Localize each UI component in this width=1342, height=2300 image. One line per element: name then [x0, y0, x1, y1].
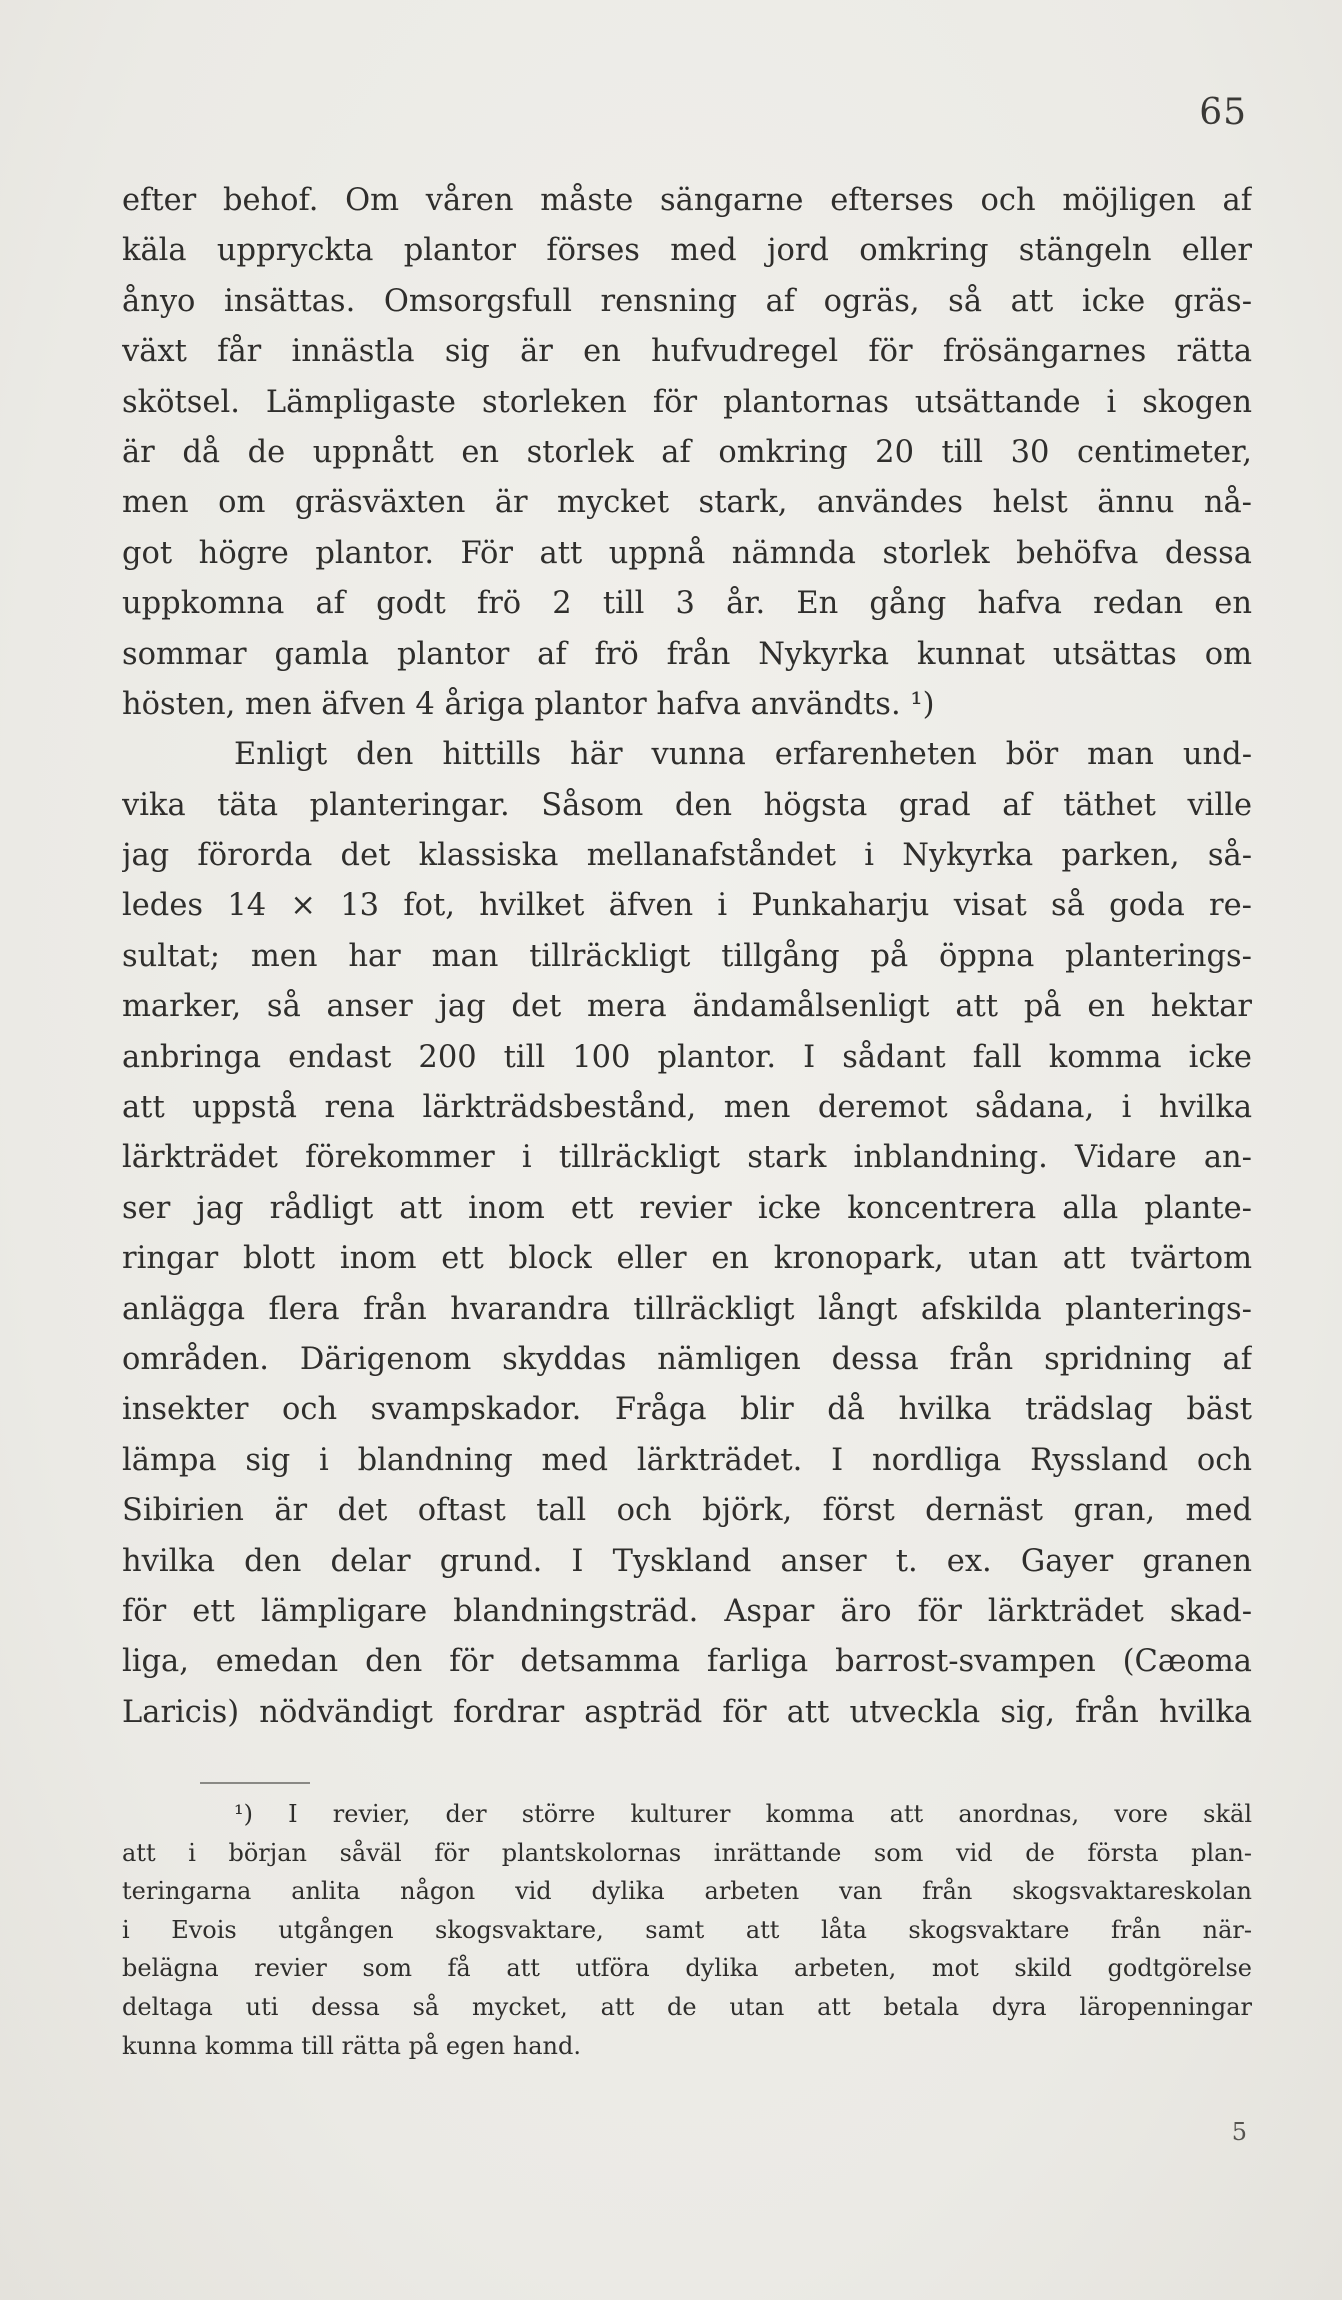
- text-line: liga, emedan den för detsamma farliga barrost-svampen (Cæoma: [122, 1644, 1252, 1680]
- text-line: vika täta planteringar. Såsom den högsta grad af täthet ville: [122, 787, 1252, 823]
- text-line: men om gräsväxten är mycket stark, användes helst ännu nå-: [122, 485, 1252, 521]
- footnote-line: i Evois utgången skogsvaktare, samt att låta skogsvaktare från när-: [122, 1915, 1252, 1944]
- text-line: insekter och svampskador. Fråga blir då hvilka trädslag bäst: [122, 1392, 1252, 1428]
- footnote-line: att i början såväl för plantskolornas inrättande som vid de första plan-: [122, 1838, 1252, 1867]
- text-line: anlägga flera från hvarandra tillräckligt långt afskilda planterings-: [122, 1291, 1252, 1327]
- text-line: Laricis) nödvändigt fordrar aspträd för att utveckla sig, från hvilka: [122, 1694, 1252, 1730]
- footnote-line: belägna revier som få att utföra dylika arbeten, mot skild godtgörelse: [122, 1954, 1252, 1983]
- text-line: marker, så anser jag det mera ändamålsenligt att på en hektar: [122, 989, 1252, 1025]
- signature-mark: 5: [1231, 2118, 1247, 2146]
- footnote-line: teringarna anlita någon vid dylika arbeten van från skogsvaktareskolan: [122, 1877, 1252, 1906]
- text-line: lärkträdet förekommer i tillräckligt stark inblandning. Vidare an-: [122, 1140, 1252, 1176]
- text-line: områden. Därigenom skyddas nämligen dessa från spridning af: [122, 1341, 1252, 1377]
- text-line: ringar blott inom ett block eller en kronopark, utan att tvärtom: [122, 1241, 1252, 1277]
- text-line: hvilka den delar grund. I Tyskland anser t. ex. Gayer granen: [122, 1543, 1252, 1579]
- text-line: sommar gamla plantor af frö från Nykyrka kunnat utsättas om: [122, 636, 1252, 672]
- text-line: för ett lämpligare blandningsträd. Aspar äro för lärkträdet skad-: [122, 1593, 1252, 1629]
- footnote-line: deltaga uti dessa så mycket, att de utan att betala dyra läropenningar: [122, 1992, 1252, 2021]
- text-line: anbringa endast 200 till 100 plantor. I sådant fall komma icke: [122, 1039, 1252, 1075]
- footnote-line: ¹) I revier, der större kulturer komma att anordnas, vore skäl: [234, 1800, 1252, 1828]
- text-line: uppkomna af godt frö 2 till 3 år. En gång hafva redan en: [122, 586, 1252, 622]
- main-text: [122, 176, 1252, 1738]
- text-line: Sibirien är det oftast tall och björk, först dernäst gran, med: [122, 1493, 1252, 1529]
- footnote-divider: [200, 1782, 310, 1784]
- text-line: efter behof. Om våren måste sängarne efterses och möjligen af: [122, 183, 1252, 218]
- text-line: got högre plantor. För att uppnå nämnda storlek behöfva dessa: [122, 535, 1252, 571]
- footnote-line: kunna komma till rätta på egen hand.: [122, 2031, 581, 2060]
- text-line: Enligt den hittills här vunna erfarenheten bör man und-: [234, 737, 1252, 773]
- text-line: att uppstå rena lärkträdsbestånd, men deremot sådana, i hvilka: [122, 1090, 1252, 1126]
- text-line: är då de uppnått en storlek af omkring 20 till 30 centimeter,: [122, 434, 1252, 470]
- text-line: ånyo insättas. Omsorgsfull rensning af ogräs, så att icke gräs-: [122, 283, 1252, 319]
- text-line: ledes 14 × 13 fot, hvilket äfven i Punkaharju visat så goda re-: [122, 888, 1252, 924]
- text-line: lämpa sig i blandning med lärkträdet. I nordliga Ryssland och: [122, 1442, 1252, 1478]
- text-line: hösten, men äfven 4 åriga plantor hafva användts. ¹): [122, 686, 935, 722]
- text-line: käla uppryckta plantor förses med jord omkring stängeln eller: [122, 233, 1252, 269]
- text-line: ser jag rådligt att inom ett revier icke koncentrera alla plante-: [122, 1190, 1252, 1226]
- text-line: sultat; men har man tillräckligt tillgång på öppna planterings-: [122, 938, 1252, 974]
- text-line: växt får innästla sig är en hufvudregel för frösängarnes rätta: [122, 334, 1252, 370]
- page-number: 65: [1199, 92, 1247, 133]
- text-line: jag förorda det klassiska mellanafståndet i Nykyrka parken, så-: [122, 838, 1252, 874]
- text-line: skötsel. Lämpligaste storleken för plantornas utsättande i skogen: [122, 384, 1252, 420]
- footnote: [122, 1795, 1252, 2065]
